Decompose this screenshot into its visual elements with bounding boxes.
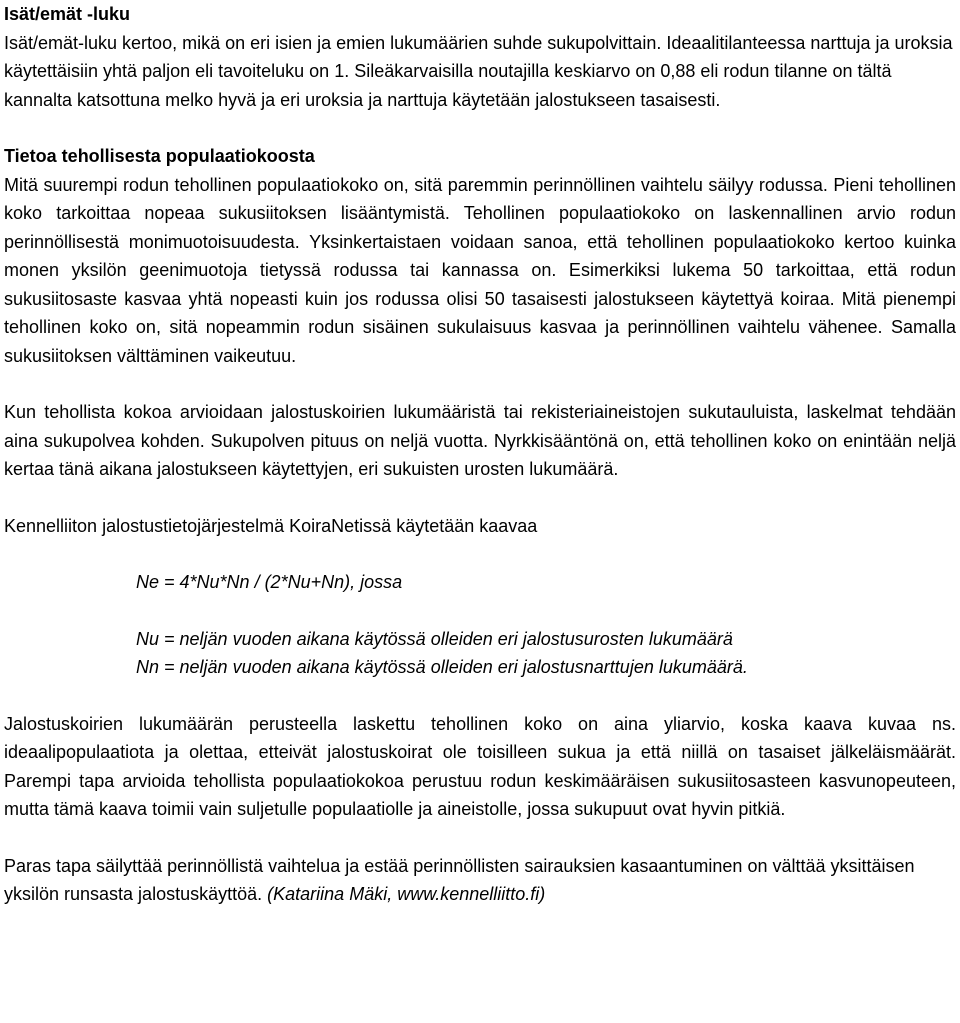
section-tehollinen [4,142,956,370]
paragraph-sukupolvi: Kun tehollista kokoa arvioidaan jalostuskoirien lukumääristä tai rekisteriaineistojen sukutauluista, laskelmat tehdään aina sukupolvea kohden. Sukupolven pituus on neljä vuotta. Nyrkkisääntönä on, että tehollinen koko on enintään neljä kertaa tänä aikana jalostukseen käytettyjen, eri sukuisten urosten lukumäärä. [4,402,956,479]
paragraph-koiranetti: Kennelliiton jalostustietojärjestelmä KoiraNetissä käytetään kaavaa [4,515,538,536]
formula-nn-definition: Nn = neljän vuoden aikana käytössä olleiden eri jalostusnarttujen lukumäärä. [136,657,748,677]
paragraph-paras-tapa-text: Paras tapa säilyttää perinnöllistä vaihtelua ja estää perinnöllisten sairauksien kasaantuminen on välttää yksittäisen yksilön runsasta jalostuskäyttöä. [4,855,915,904]
paragraph-paras-tapa [4,852,956,909]
formula-nu-definition: Nu = neljän vuoden aikana käytössä olleiden eri jalostusurosten lukumäärä [136,628,733,649]
section-isat-emat [4,0,956,114]
section-title-isat-emat: Isät/emät -luku [4,4,131,24]
citation: (Katariina Mäki, www.kennelliitto.fi) [267,884,546,904]
document-page [4,0,956,909]
paragraph-yliarvio: Jalostuskoirien lukumäärän perusteella laskettu tehollinen koko on aina yliarvio, koska kaava kuvaa ns. ideaalipopulaatiota ja olettaa, etteivät jalostuskoirat ole toisilleen sukua ja että niillä on tasaiset jälkeläismäärät. Parempi tapa arvioida tehollista populaatiokokoa perustuu rodun keskimääräisen sukusiitosasteen kasvunopeuteen, mutta tämä kaava toimii vain suljetulle populaatiolle ja aineistolle, jossa sukupuut ovat hyvin pitkiä. [4,713,956,819]
section-body-isat-emat: Isät/emät-luku kertoo, mikä on eri isien ja emien lukumäärien suhde sukupolvittain. Ideaalitilanteessa narttuja ja uroksia käytettäisiin yhtä paljon eli tavoiteluku on 1. Sileäkarvaisilla noutajilla keskiarvo on 0,88 eli rodun tilanne on tältä kannalta katsottuna melko hyvä ja eri uroksia ja narttuja käytetään jalostukseen tasaisesti. [4,32,953,110]
section-body-tehollinen: Mitä suurempi rodun tehollinen populaatiokoko on, sitä paremmin perinnöllinen vaihtelu säilyy rodussa. Pieni tehollinen koko tarkoittaa nopeaa sukusiitoksen lisääntymistä. Tehollinen populaatiokoko on laskennallinen arvio rodun perinnöllisestä monimuotoisuudesta. Yksinkertaistaen voidaan sanoa, että tehollinen populaatiokoko kertoo kuinka monen yksilön geenimuotoja tietyssä rodussa tai kannassa on. Esimerkiksi lukema 50 tarkoittaa, että rodun sukusiitosaste kasvaa yhtä nopeasti kuin jos rodussa olisi 50 tasaisesti jalostukseen käytettyä koiraa. Mitä pienempi tehollinen koko on, sitä nopeammin rodun sisäinen sukulaisuus kasvaa ja perinnöllinen vaihtelu vähenee. Samalla sukusiitoksen välttäminen vaikeutuu. [4,174,956,366]
section-title-tehollinen: Tietoa tehollisesta populaatiokoosta [4,146,315,166]
formula-ne: Ne = 4*Nu*Nn / (2*Nu+Nn), jossa [136,572,403,592]
